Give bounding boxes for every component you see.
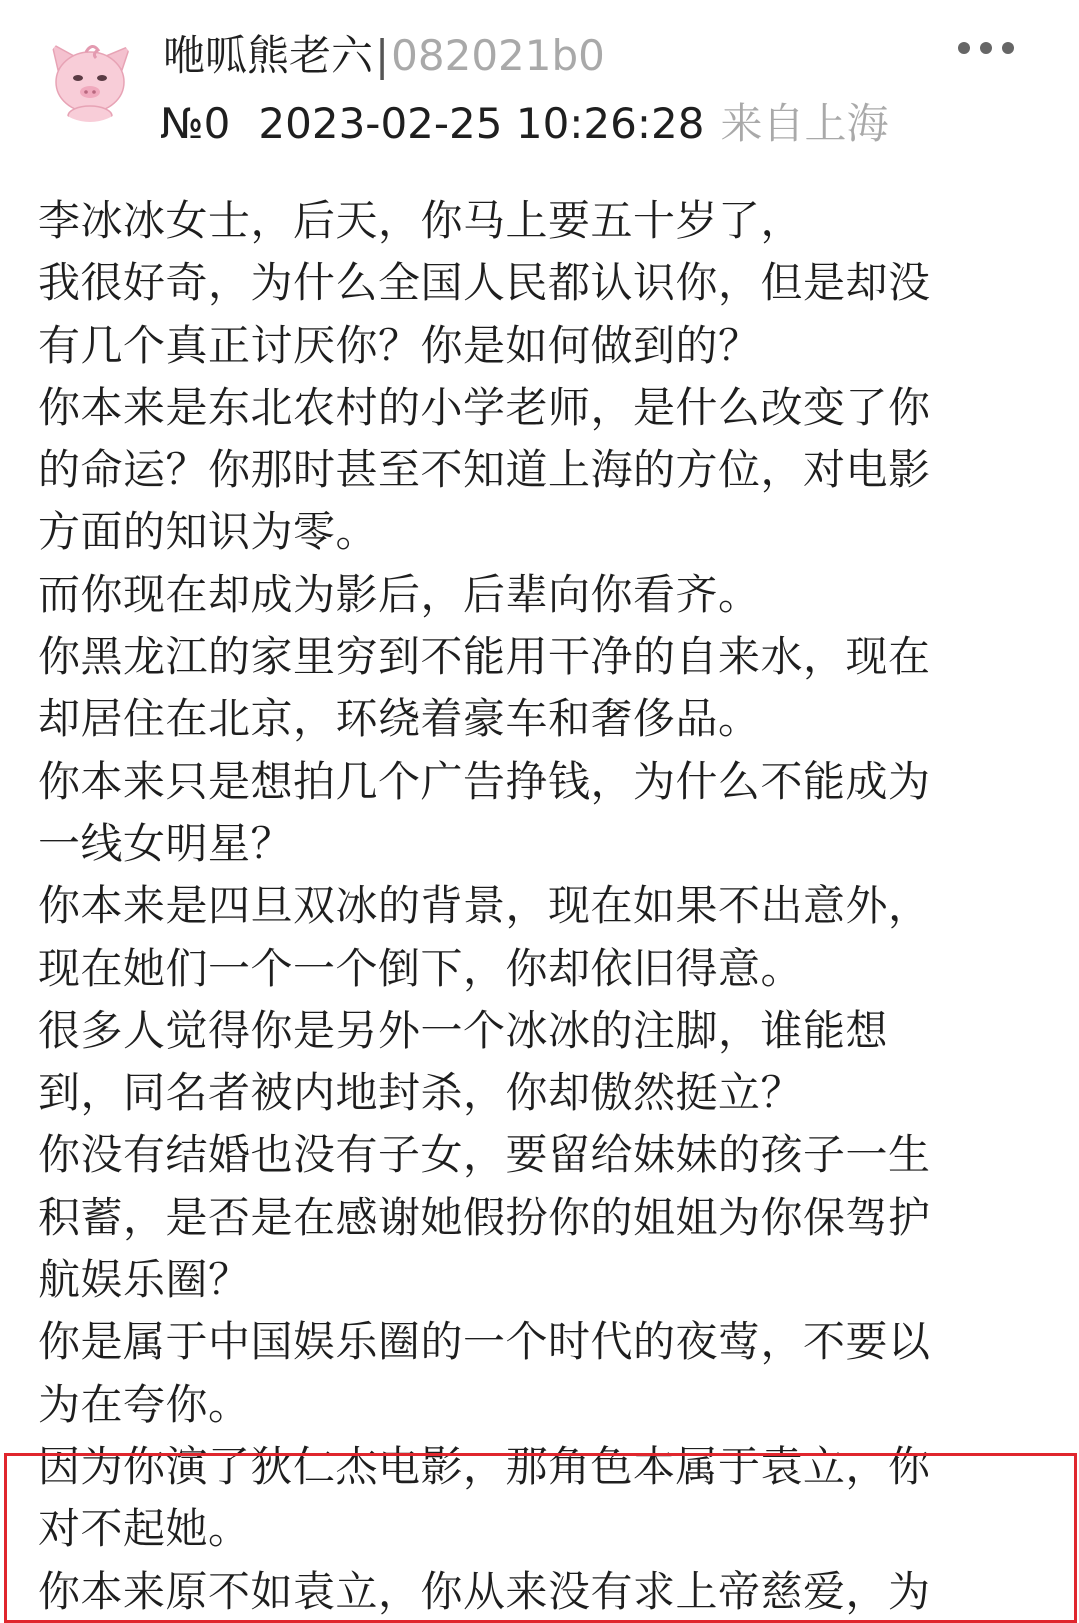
body-line: 为在夸你。 (38, 1379, 251, 1429)
author-separator: | (375, 31, 390, 80)
post-body (38, 190, 1048, 1623)
body-line: 航娱乐圈？ (38, 1255, 251, 1305)
post-timestamp: 2023-02-25 10:26:28 (258, 99, 705, 148)
body-line: 李冰冰女士，后天，你马上要五十岁了， (38, 196, 804, 245)
body-line: 你没有结婚也没有子女，要留给妹妹的孩子一生 (38, 1130, 931, 1180)
body-line: 积蓄，是否是在感谢她假扮你的姐姐为你保驾护 (38, 1192, 931, 1242)
body-line: 却居住在北京，环绕着豪车和奢侈品。 (38, 694, 761, 744)
body-line: 你本来是东北农村的小学老师，是什么改变了你 (38, 382, 931, 432)
post-location: 来自上海 (720, 99, 889, 148)
body-line: 现在她们一个一个倒下，你却依旧得意。 (38, 943, 804, 993)
post-meta (160, 94, 889, 154)
body-line: 你本来是四旦双冰的背景，现在如果不出意外， (38, 881, 931, 931)
pig-avatar-icon (44, 30, 136, 122)
body-line: 你本来只是想拍几个广告挣钱，为什么不能成为 (38, 756, 931, 806)
body-line: 方面的知识为零。 (38, 507, 379, 557)
body-line: 你黑龙江的家里穷到不能用干净的自来水，现在 (38, 632, 931, 682)
body-line: 你本来原不如袁立，你从来没有求上帝慈爱，为 (38, 1566, 931, 1616)
body-line: 到，同名者被内地封杀，你却傲然挺立？ (38, 1068, 804, 1118)
author-id: 082021b0 (391, 31, 605, 80)
body-line: 的命运？你那时甚至不知道上海的方位，对电影 (38, 445, 931, 495)
body-line: 我很好奇，为什么全国人民都认识你，但是却没 (38, 258, 931, 308)
body-line: 一线女明星？ (38, 818, 294, 868)
author-line (163, 26, 605, 86)
body-line: 对不起她。 (38, 1504, 251, 1554)
body-line: 你是属于中国娱乐圈的一个时代的夜莺，不要以 (38, 1317, 931, 1367)
body-line: 很多人觉得你是另外一个冰冰的注脚，谁能想 (38, 1005, 889, 1055)
more-dots-icon[interactable] (958, 38, 1014, 58)
body-line: 因为你演了狄仁杰电影，那角色本属于袁立，你 (38, 1441, 931, 1491)
author-name[interactable]: 咃呱熊老六 (163, 31, 374, 80)
floor-number: №0 (160, 99, 231, 148)
avatar[interactable] (44, 30, 136, 122)
body-line: 有几个真正讨厌你？你是如何做到的？ (38, 320, 761, 370)
body-line: 而你现在却成为影后，后辈向你看齐。 (38, 569, 761, 619)
